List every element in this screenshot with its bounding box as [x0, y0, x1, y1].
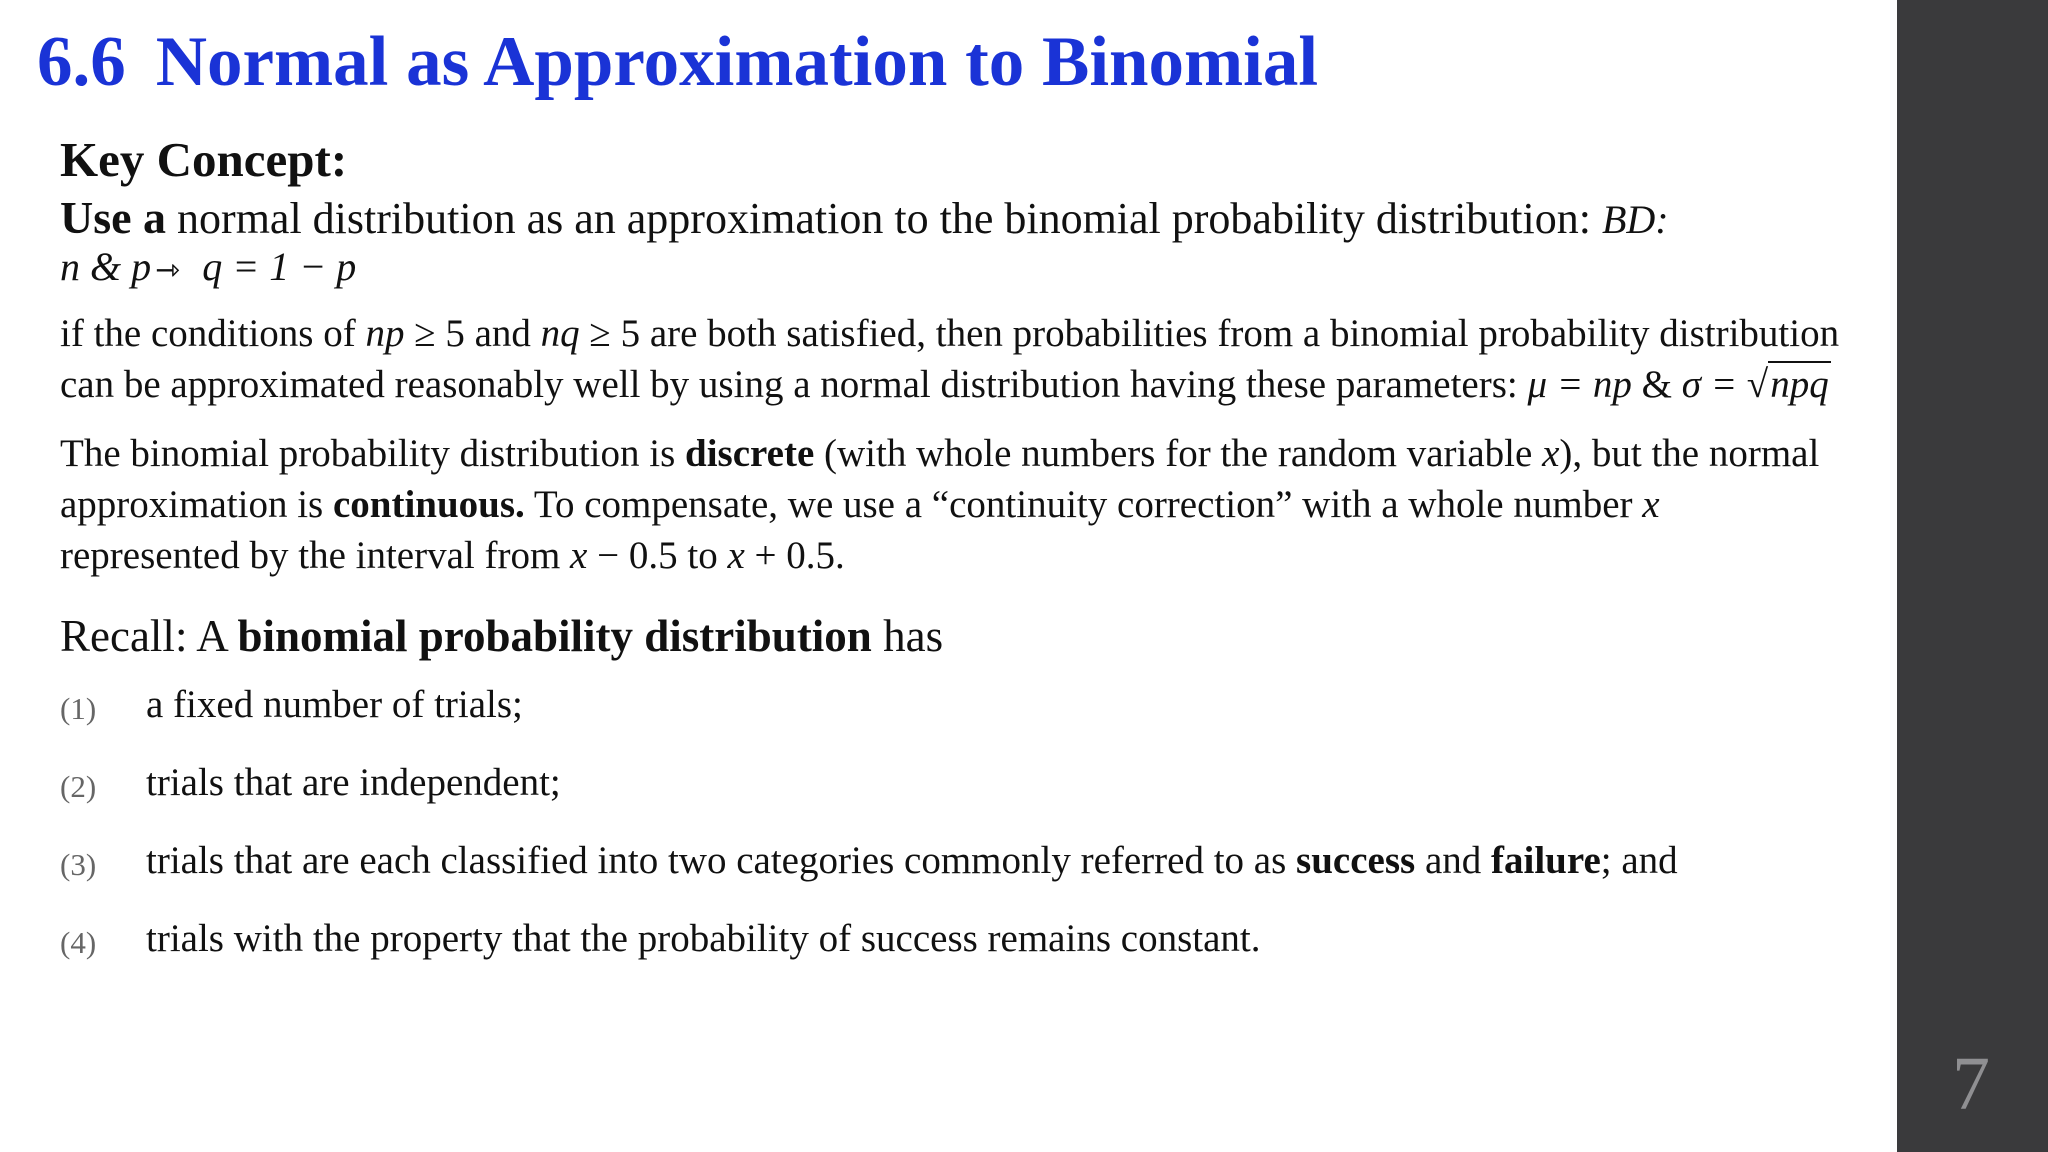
conditions-text-3: ≥ 5 are both satisfied, then probabilities from a binomial probability distribution can be approximated reasonably well by using a normal distribution having these parameters:	[60, 312, 1840, 406]
var-x-3: x	[570, 534, 588, 577]
list-text: a fixed number of trials;	[146, 683, 523, 726]
binomial-properties-list	[60, 683, 1840, 961]
list-text: trials with the property that the probability of success remains constant.	[146, 917, 1261, 960]
recall-bold: binomial probability distribution	[237, 611, 872, 661]
list-item	[60, 761, 1840, 805]
conditions-amp: &	[1631, 363, 1682, 406]
slide-content	[60, 128, 1840, 995]
var-x-1: x	[1542, 432, 1560, 475]
mu-formula: μ = np	[1527, 363, 1632, 406]
discrete-text-3: ), but the normal approximation is	[60, 432, 1820, 526]
list-text: trials that are each classified into two categories commonly referred to as	[146, 839, 1297, 882]
title-number: 6.6	[37, 23, 126, 101]
bd-np: n & p	[60, 244, 152, 289]
key-concept-heading: Key Concept:	[60, 132, 348, 187]
slide-title	[37, 22, 1318, 103]
lead-sentence	[60, 194, 1840, 244]
title-text: Normal as Approximation to Binomial	[155, 23, 1319, 101]
list-marker: (2)	[60, 769, 97, 804]
conditions-text-1: if the conditions of	[60, 312, 366, 355]
discrete-text-5: represented by the interval from	[60, 534, 571, 577]
discrete-paragraph	[60, 428, 1840, 581]
list-marker: (4)	[60, 925, 97, 960]
list-text: and	[1415, 839, 1492, 882]
discrete-text-2: (with whole numbers for the random variable	[814, 432, 1543, 475]
arrow-icon: ⇾	[155, 254, 181, 287]
list-marker: (3)	[60, 847, 97, 882]
conditions-nq: nq	[540, 312, 580, 355]
continuous-bold: continuous.	[332, 483, 525, 526]
lead-bold: Use a	[60, 192, 167, 243]
sqrt-npq: npq	[1770, 363, 1829, 406]
var-x-2: x	[1642, 483, 1660, 526]
var-x-4: x	[727, 534, 745, 577]
conditions-text-2: ≥ 5 and	[404, 312, 541, 355]
bd-q: q = 1 − p	[202, 244, 357, 289]
discrete-text-6: − 0.5 to	[587, 534, 728, 577]
page-number: 7	[1952, 1042, 1990, 1126]
list-text: ; and	[1600, 839, 1678, 882]
recall-text-2: has	[871, 611, 944, 661]
conditions-paragraph	[60, 308, 1840, 410]
list-item	[60, 839, 1840, 883]
list-item	[60, 917, 1840, 961]
discrete-text-4: To compensate, we use a “continuity correction” with a whole number	[524, 483, 1643, 526]
recall-text-1: Recall: A	[60, 611, 238, 661]
list-item	[60, 683, 1840, 727]
success-bold: success	[1296, 839, 1416, 882]
lead-bd: BD:	[1601, 197, 1669, 242]
lead-text: normal distribution as an approximation to the binomial probability distribution:	[166, 194, 1602, 243]
recall-line	[60, 609, 1840, 663]
sidebar	[1897, 0, 2048, 1152]
sigma-formula: σ = √	[1681, 363, 1769, 406]
failure-bold: failure	[1491, 839, 1601, 882]
bd-formula-line	[60, 244, 1840, 294]
conditions-np: np	[365, 312, 405, 355]
discrete-text-7: + 0.5.	[744, 534, 845, 577]
list-text: trials that are independent;	[146, 761, 561, 804]
discrete-bold: discrete	[685, 432, 815, 475]
discrete-text-1: The binomial probability distribution is	[60, 432, 686, 475]
list-marker: (1)	[60, 691, 97, 726]
